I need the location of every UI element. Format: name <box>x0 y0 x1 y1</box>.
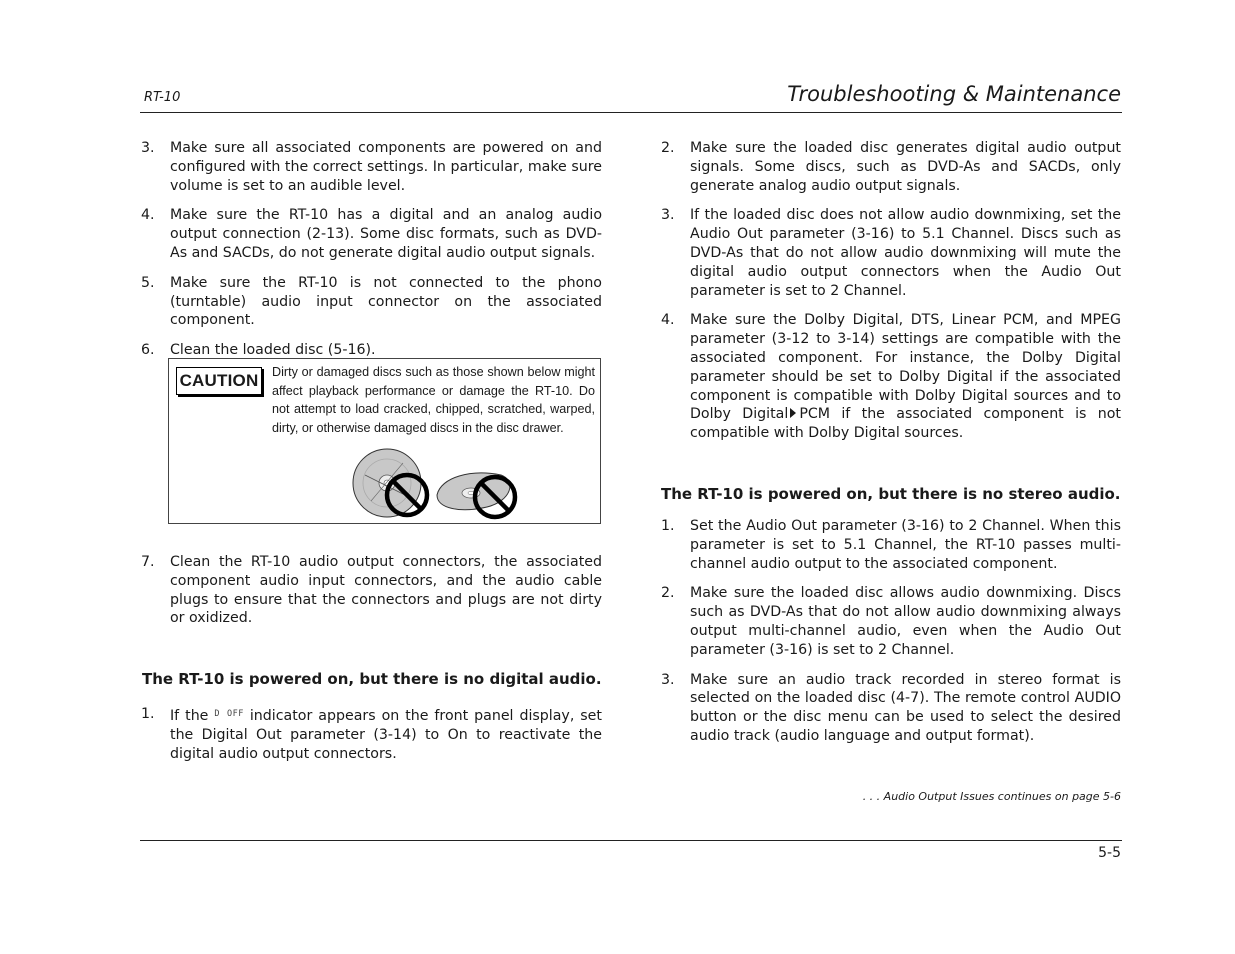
footer-rule <box>140 840 1122 841</box>
header-rule <box>140 112 1122 113</box>
left-column-lower <box>140 553 602 639</box>
list-item: 7. Clean the RT-10 audio output connectors, the associated component audio input connectors, and the audio cable plugs to ensure that the connectors and plugs are not dirty or oxidized. <box>141 554 602 627</box>
list-item: 4. Make sure the Dolby Digital, DTS, Linear PCM, and MPEG parameter (3-12 to 3-14) settings are compatible with the associated component. For instance, the Dolby Digital parameter should be set to Dolby Digital if the associated component is compatible with Dolby Digital sources and to Dolby Digital PCM if the associated component is not compatible with Dolby Digital sources. <box>661 312 1121 442</box>
list-item: 2. Make sure the loaded disc allows audio downmixing. Discs such as DVD-As that do not allow audio downmixing always output multi-channel audio, even when the Audio Out parameter (3-16) is set to 2 Channel. <box>661 585 1121 658</box>
list-item: 3. If the loaded disc does not allow audio downmixing, set the Audio Out parameter (3-16) to 5.1 Channel. Discs such as DVD-As that do not allow audio downmixing will mute the digital audio output connectors when the Audio Out parameter is set to 2 Channel. <box>661 207 1121 299</box>
scratched-disc-icon <box>353 449 421 517</box>
left-column <box>140 139 602 371</box>
caution-label: CAUTION <box>176 367 262 395</box>
right-column <box>660 139 1121 454</box>
list-item: 5. Make sure the RT-10 is not connected to the phono (turntable) audio input connector on the associated component. <box>141 274 602 329</box>
d-off-indicator: D OFF <box>214 709 244 719</box>
digital-audio-list <box>140 705 602 774</box>
arrow-right-icon <box>790 408 796 418</box>
list-item: 3. Make sure all associated components are powered on and configured with the correct settings. In particular, make sure volume is set to an audible level. <box>141 140 602 194</box>
caution-text: Dirty or damaged discs such as those shown below might affect playback performance or damage the RT-10. Do not attempt to load cracked, chipped, scratched, warped, dirty, or otherwise damaged discs in the disc drawer. <box>272 365 595 435</box>
heading-no-stereo-audio: The RT-10 is powered on, but there is no stereo audio. <box>661 485 1121 503</box>
list-item: 2. Make sure the loaded disc generates digital audio output signals. Some discs, such as DVD-As and SACDs, only generate analog audio output signals. <box>661 140 1121 194</box>
list-item: 4. Make sure the RT-10 has a digital and an analog audio output connection (2-13). Some disc formats, such as DVD-As and SACDs, do not generate digital audio output signals. <box>141 207 602 261</box>
continues-note: . . . Audio Output Issues continues on page 5-6 <box>862 790 1121 803</box>
list-item: 6. Clean the loaded disc (5-16). <box>141 342 376 359</box>
stereo-audio-list <box>660 517 1121 757</box>
damaged-discs-illustration <box>351 447 521 523</box>
caution-box <box>168 358 601 524</box>
list-item: 3. Make sure an audio track recorded in stereo format is selected on the loaded disc (4-7). The remote control AUDIO button or the disc menu can be used to select the desired audio track (audio language and output format). <box>661 671 1121 744</box>
heading-no-digital-audio: The RT-10 is powered on, but there is no digital audio. <box>142 670 602 688</box>
page-number: 5-5 <box>1098 845 1121 861</box>
doc-id: RT-10 <box>144 90 181 105</box>
list-item: 1. Set the Audio Out parameter (3-16) to 2 Channel. When this parameter is set to 5.1 Channel, the RT-10 passes multi- channel audio output to the associated component. <box>661 518 1121 572</box>
section-title: Troubleshooting & Maintenance <box>787 82 1121 106</box>
list-item: 1. If the $^{D OFF}$ indicator appears on the front panel display, set the Digital Out parameter (3-14) to On to reactivate the digital audio output connectors. <box>141 706 602 762</box>
